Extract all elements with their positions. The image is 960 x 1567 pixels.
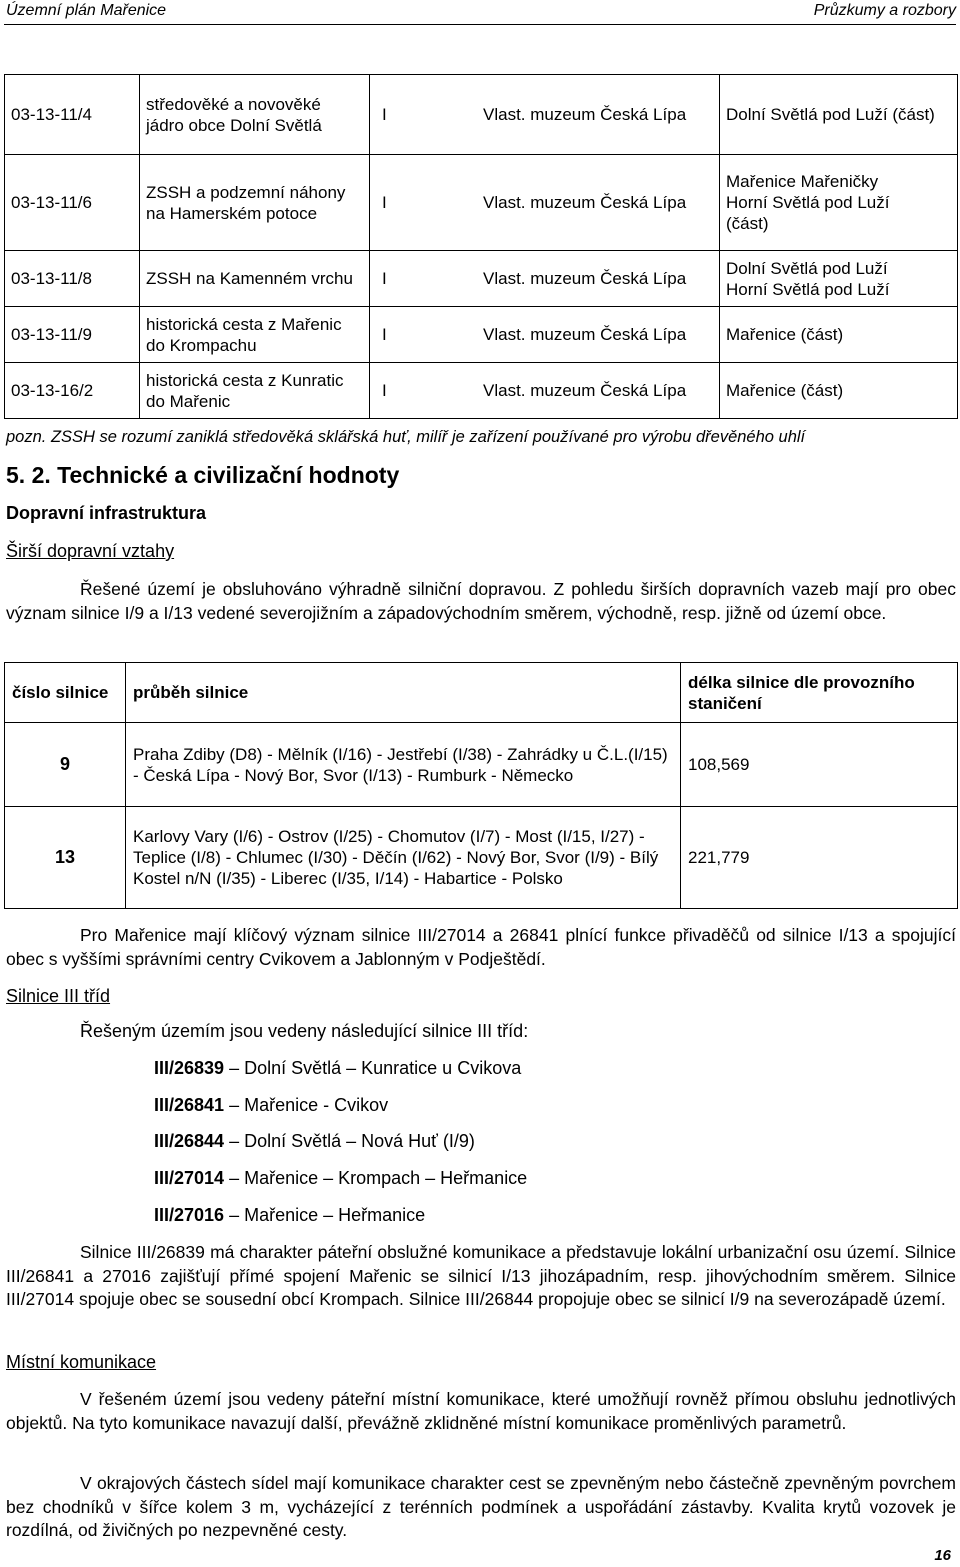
- class3-intro: Řešeným územím jsou vedeny následující silnice III tříd:: [80, 1021, 529, 1041]
- monuments-table: [4, 74, 958, 419]
- class3-heading: Silnice III tříd: [6, 986, 111, 1006]
- subsection-title: Dopravní infrastruktura: [6, 503, 207, 523]
- monument-location: Mařenice Mařeničky Horní Světlá pod Luží (část): [720, 155, 958, 251]
- road-id: III/26839: [154, 1058, 225, 1078]
- monument-category: I: [370, 307, 484, 363]
- monument-category: I: [370, 75, 484, 155]
- monument-name: historická cesta z Kunratic do Mařenic: [140, 363, 370, 419]
- road-description: – Dolní Světlá – Kunratice u Cvikova: [224, 1058, 522, 1078]
- class3-paragraph: Silnice III/26839 má charakter páteřní obslužné komunikace a představuje lokální urbanizační osu území. Silnice III/26841 a 27016 zajišťují přímé spojení Mařenic se silnicí I/13 jihozápadním, resp. jihovýchodním směrem. Silnice III/27014 spojuje obec se sousední obcí Krompach. Silnice III/26844 propojuje obec se silnicí I/9 na severozápadě území.: [6, 1242, 956, 1309]
- monument-name: ZSSH a podzemní náhony na Hamerském potoce: [140, 155, 370, 251]
- monument-organization: Vlast. muzeum Česká Lípa: [483, 363, 720, 419]
- monument-name: ZSSH na Kamenném vrchu: [140, 251, 370, 307]
- table-row: [5, 363, 958, 419]
- table-note: pozn. ZSSH se rozumí zaniklá středověká sklářská huť, milíř je zařízení používané pro výrobu dřevěného uhlí: [6, 428, 806, 446]
- road-route: Praha Zdiby (D8) - Mělník (I/16) - Jestřebí (I/38) - Zahrádky u Č.L.(I/15) - Česká Lípa - Nový Bor, Svor (I/13) - Rumburk - Německo: [126, 723, 681, 807]
- list-item: [154, 1058, 521, 1079]
- road-number: 9: [5, 723, 126, 807]
- road-id: III/26841: [154, 1095, 225, 1115]
- table-row: [5, 155, 958, 251]
- table-header-row: [5, 663, 958, 723]
- road-route: Karlovy Vary (I/6) - Ostrov (I/25) - Chomutov (I/7) - Most (I/15, I/27) - Teplice (I/8) - Chlumec (I/30) - Děčín (I/62) - Nový Bor, Svor (I/9) - Bílý Kostel n/N (I/35) - Liberec (I/35, I/14) - Habartice - Polsko: [126, 807, 681, 909]
- list-item: [154, 1095, 388, 1116]
- header-document-title: Územní plán Mařenice: [6, 2, 167, 19]
- road-id: III/26844: [154, 1131, 225, 1151]
- list-item: [154, 1205, 425, 1226]
- road-description: – Dolní Světlá – Nová Huť (I/9): [224, 1131, 475, 1151]
- monument-location: Mařenice (část): [720, 307, 958, 363]
- road-length: 221,779: [681, 807, 958, 909]
- road-id: III/27016: [154, 1205, 225, 1225]
- monument-organization: Vlast. muzeum Česká Lípa: [483, 251, 720, 307]
- wider-relations-paragraph: Řešené území je obsluhováno výhradně silniční dopravou. Z pohledu širších dopravních vazeb mají pro obec význam silnice I/9 a I/13 vedené severojižním a západovýchodním směrem, východně, resp. jižně od území obce.: [6, 579, 956, 623]
- monument-location: Dolní Světlá pod Luží (část): [720, 75, 958, 155]
- monument-organization: Vlast. muzeum Česká Lípa: [483, 155, 720, 251]
- road-description: – Mařenice - Cvikov: [224, 1095, 389, 1115]
- table-row: [5, 75, 958, 155]
- monument-code: 03-13-11/4: [5, 75, 140, 155]
- monument-organization: Vlast. muzeum Česká Lípa: [483, 307, 720, 363]
- key-roads-paragraph: Pro Mařenice mají klíčový význam silnice III/27014 a 26841 plnící funkce přivaděčů od silnice I/13 a spojující obec s vyššími správními centry Cvikovem a Jablonným v Podještědí.: [6, 925, 956, 969]
- page-header: [4, 0, 956, 25]
- table-row: [5, 307, 958, 363]
- monument-organization: Vlast. muzeum Česká Lípa: [483, 75, 720, 155]
- table-row: [5, 807, 958, 909]
- local-roads-paragraph-1: V řešeném území jsou vedeny páteřní místní komunikace, které umožňují rovněž přímou obsluhu jednotlivých objektů. Na tyto komunikace navazují další, převážně zklidněné místní komunikace proměnlivých parametrů.: [6, 1389, 956, 1433]
- header-road-length: délka silnice dle provozního staničení: [681, 663, 958, 723]
- road-length: 108,569: [681, 723, 958, 807]
- monument-location: Mařenice (část): [720, 363, 958, 419]
- local-roads-paragraph-2: V okrajových částech sídel mají komunikace charakter cest se zpevněným nebo částečně zpevněným povrchem bez chodníků v šířce kolem 3 m, vycházející z terénních podmínek a uspořádání zástavby. Kvalita krytů vozovek je rozdílná, od živičných po nezpevněné cesty.: [6, 1473, 956, 1540]
- header-section-title: Průzkumy a rozbory: [813, 2, 956, 19]
- monument-category: I: [370, 251, 484, 307]
- local-roads-heading: Místní komunikace: [6, 1352, 157, 1372]
- table-row: [5, 723, 958, 807]
- road-description: – Mařenice – Heřmanice: [224, 1205, 426, 1225]
- monument-name: středověké a novověké jádro obce Dolní Světlá: [140, 75, 370, 155]
- list-item: [154, 1131, 475, 1152]
- monument-code: 03-13-11/6: [5, 155, 140, 251]
- roads-table: [4, 662, 958, 909]
- monument-code: 03-13-16/2: [5, 363, 140, 419]
- road-description: – Mařenice – Krompach – Heřmanice: [224, 1168, 528, 1188]
- monument-code: 03-13-11/9: [5, 307, 140, 363]
- list-item: [154, 1168, 527, 1189]
- road-number: 13: [5, 807, 126, 909]
- header-road-number: číslo silnice: [5, 663, 126, 723]
- road-id: III/27014: [154, 1168, 225, 1188]
- monument-code: 03-13-11/8: [5, 251, 140, 307]
- table-row: [5, 251, 958, 307]
- header-road-route: průběh silnice: [126, 663, 681, 723]
- monument-name: historická cesta z Mařenic do Krompachu: [140, 307, 370, 363]
- monument-location: Dolní Světlá pod Luží Horní Světlá pod Luží: [720, 251, 958, 307]
- wider-relations-heading: Širší dopravní vztahy: [6, 541, 175, 561]
- section-title: 5. 2. Technické a civilizační hodnoty: [6, 462, 400, 488]
- page-number: 16: [934, 1547, 951, 1564]
- monument-category: I: [370, 363, 484, 419]
- monument-category: I: [370, 155, 484, 251]
